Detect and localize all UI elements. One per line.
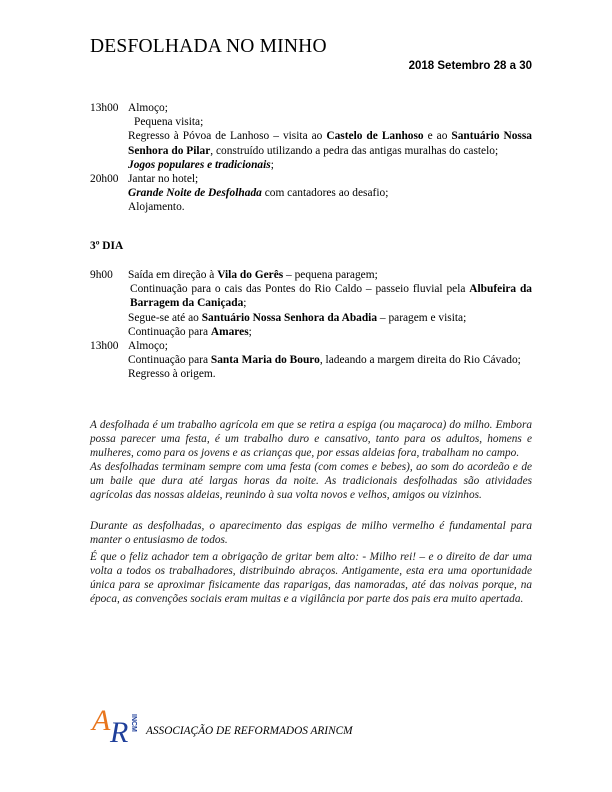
organization-name: ASSOCIAÇÃO DE REFORMADOS ARINCM	[146, 725, 353, 737]
amares-name: Amares	[210, 325, 249, 338]
entry-line: Segue-se até ao Santuário Nossa Senhora da Abadia – paragem e visita;	[128, 311, 467, 324]
prose-paragraph: A desfolhada é um trabalho agrícola em que se retira a espiga (ou maçaroca) do milho. Embora possa parecer uma festa, é um trabalho duro e cansativo, tanto para os adultos, homens e mulheres, como para os jovens e as crianças que, por essas aldeias fora, trabalham no campo.	[90, 419, 532, 460]
entry-line: Regresso à Póvoa de Lanhoso – visita ao Castelo de Lanhoso e ao Santuário Nossa Senhora do Pilar, construído utilizando a pedra das antigas muralhas do castelo;	[128, 130, 532, 157]
schedule-entry	[90, 339, 532, 353]
schedule-entry	[90, 268, 532, 282]
santa-maria-bouro-name: Santa Maria do Bouro	[210, 354, 320, 367]
prose-block	[90, 418, 532, 503]
entry-line: Continuação para o cais das Pontes do Rio Caldo – passeio fluvial pela Albufeira da Barragem da Caniçada;	[130, 283, 532, 310]
entry-text: Almoço;	[128, 340, 168, 353]
prose-block	[90, 550, 532, 606]
entry-line: Regresso à origem.	[128, 368, 216, 381]
schedule-entry	[90, 101, 532, 115]
vila-geres-name: Vila do Gerês	[217, 269, 284, 281]
entry-time: 9h00	[90, 269, 113, 281]
entry-time: 13h00	[90, 340, 119, 353]
prose-paragraph: Durante as desfolhadas, o aparecimento das espigas de milho vermelho é fundamental para manter o entusiasmo de todos.	[90, 520, 532, 547]
santuario-abadia-name: Santuário Nossa Senhora da Abadia	[201, 311, 378, 324]
logo-side-text: INCM	[130, 714, 137, 732]
entry-text: Saída em direção à Vila do Gerês – pequena paragem;	[128, 269, 378, 281]
santuario-pilar-name: Santuário Nossa Senhora do Pilar	[128, 130, 532, 157]
entry-line: Pequena visita;	[134, 116, 204, 129]
entry-time: 13h00	[90, 102, 119, 114]
grande-noite-label: Grande Noite de Desfolhada	[128, 187, 262, 200]
jogos-label: Jogos populares e tradicionais	[128, 158, 271, 171]
logo-letter-r: R	[110, 716, 129, 746]
prose-paragraph: É que o feliz achador tem a obrigação de gritar bem alto: - Milho rei! – e o direito de dar uma volta a todos os trabalhadores, distribuindo abraços. Antigamente, esta era uma oportunidade única para se aproximar fisicamente das raparigas, das namoradas, até das noivas porque, na época, as convenções sociais eram muitas e a vigilância por parte dos pais era muito apertada.	[90, 551, 532, 606]
day3-schedule	[90, 268, 532, 382]
entry-time: 20h00	[90, 173, 119, 186]
schedule-entry	[90, 172, 532, 186]
entry-line: Continuação para Amares;	[128, 325, 252, 338]
entry-text: Almoço;	[128, 102, 168, 114]
day2-schedule	[90, 101, 532, 215]
day3-heading: 3º DIA	[90, 240, 124, 252]
prose-paragraph: As desfolhadas terminam sempre com uma festa (com comes e bebes), ao som do acordeão e de um baile que dura até largas horas da noite. As tradicionais desfolhadas são atividades agrícolas das nossas aldeias, reunindo à sua volta novos e velhos, amigos ou vizinhos.	[90, 461, 532, 502]
entry-line: Continuação para Santa Maria do Bouro, ladeando a margem direita do Rio Cávado;	[128, 354, 521, 367]
albufeira-name: Albufeira da Barragem da Caniçada	[130, 283, 532, 310]
entry-line: Grande Noite de Desfolhada com cantadores ao desafio;	[128, 187, 389, 200]
prose-block	[90, 519, 532, 547]
event-dates: 2018 Setembro 28 a 30	[408, 60, 532, 72]
entry-text: Jantar no hotel;	[128, 173, 199, 186]
entry-line: Jogos populares e tradicionais;	[128, 158, 274, 171]
arincm-logo	[90, 686, 140, 746]
entry-line: Alojamento.	[128, 201, 185, 214]
logo-letter-a: A	[92, 704, 111, 737]
document-title: DESFOLHADA NO MINHO	[90, 36, 327, 57]
castelo-name: Castelo de Lanhoso	[326, 130, 424, 143]
